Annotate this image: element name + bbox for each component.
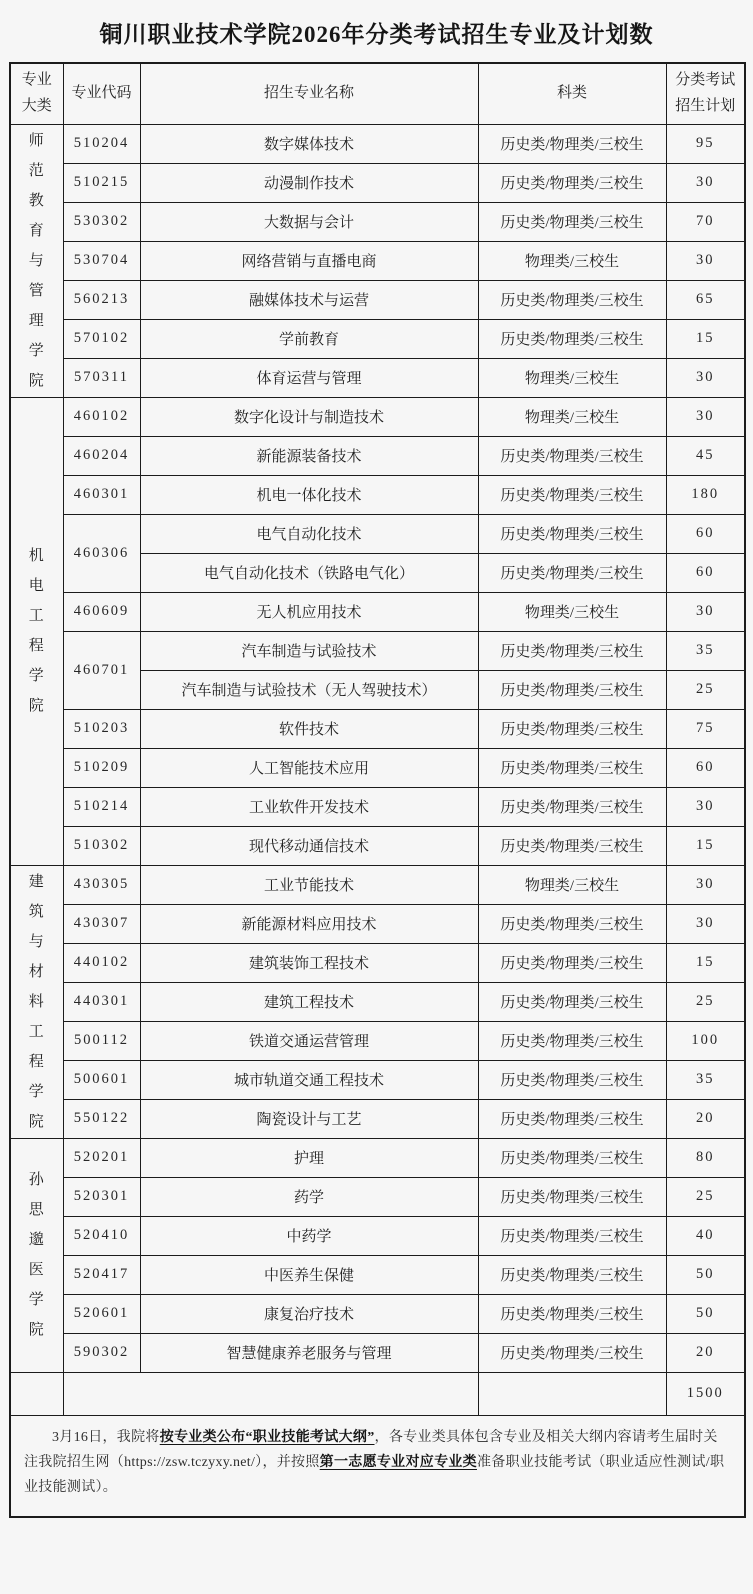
code-cell: 510302 (63, 826, 140, 865)
plan-cell: 70 (666, 202, 745, 241)
category-cell: 历史类/物理类/三校生 (478, 1021, 666, 1060)
category-cell: 历史类/物理类/三校生 (478, 709, 666, 748)
header-college: 专业大类 (10, 63, 63, 124)
code-cell: 460701 (63, 631, 140, 709)
college-cell: 师范教育与管理学院 (10, 124, 63, 397)
code-cell: 510215 (63, 163, 140, 202)
code-cell: 460306 (63, 514, 140, 592)
code-cell: 520201 (63, 1138, 140, 1177)
plan-cell: 30 (666, 358, 745, 397)
major-cell: 新能源装备技术 (140, 436, 478, 475)
table-row (10, 787, 745, 826)
table-row (10, 319, 745, 358)
table-row (10, 631, 745, 670)
footnote-emphasis: 第一志愿专业对应专业类 (319, 1454, 477, 1470)
code-cell: 440301 (63, 982, 140, 1021)
table-row (10, 592, 745, 631)
category-cell: 历史类/物理类/三校生 (478, 163, 666, 202)
table-row (10, 1216, 745, 1255)
code-cell: 520410 (63, 1216, 140, 1255)
category-cell: 历史类/物理类/三校生 (478, 787, 666, 826)
major-cell: 工业节能技术 (140, 865, 478, 904)
plan-cell: 25 (666, 982, 745, 1021)
plan-cell: 30 (666, 904, 745, 943)
category-cell: 历史类/物理类/三校生 (478, 982, 666, 1021)
table-row (10, 280, 745, 319)
code-cell: 460609 (63, 592, 140, 631)
category-cell: 历史类/物理类/三校生 (478, 943, 666, 982)
plan-cell: 15 (666, 943, 745, 982)
code-cell: 430307 (63, 904, 140, 943)
footnote-text (24, 1425, 731, 1501)
footnote-row (10, 1415, 745, 1517)
code-cell: 520417 (63, 1255, 140, 1294)
table-row (10, 826, 745, 865)
category-cell: 历史类/物理类/三校生 (478, 319, 666, 358)
code-cell: 590302 (63, 1333, 140, 1372)
plan-cell: 80 (666, 1138, 745, 1177)
major-cell: 无人机应用技术 (140, 592, 478, 631)
plan-cell: 30 (666, 241, 745, 280)
plan-cell: 60 (666, 748, 745, 787)
major-cell: 铁道交通运营管理 (140, 1021, 478, 1060)
plan-cell: 30 (666, 397, 745, 436)
major-cell: 学前教育 (140, 319, 478, 358)
plan-cell: 60 (666, 553, 745, 592)
category-cell: 物理类/三校生 (478, 358, 666, 397)
table-row (10, 748, 745, 787)
table-row (10, 865, 745, 904)
category-cell: 历史类/物理类/三校生 (478, 475, 666, 514)
major-cell: 城市轨道交通工程技术 (140, 1060, 478, 1099)
table-row (10, 943, 745, 982)
major-cell: 网络营销与直播电商 (140, 241, 478, 280)
category-cell: 物理类/三校生 (478, 592, 666, 631)
category-cell: 物理类/三校生 (478, 397, 666, 436)
table-row (10, 982, 745, 1021)
major-cell: 数字媒体技术 (140, 124, 478, 163)
plan-cell: 30 (666, 592, 745, 631)
code-cell: 460301 (63, 475, 140, 514)
major-cell: 汽车制造与试验技术 (140, 631, 478, 670)
major-cell: 动漫制作技术 (140, 163, 478, 202)
major-cell: 药学 (140, 1177, 478, 1216)
table-row (10, 1021, 745, 1060)
major-cell: 新能源材料应用技术 (140, 904, 478, 943)
major-cell: 融媒体技术与运营 (140, 280, 478, 319)
plan-cell: 50 (666, 1294, 745, 1333)
category-cell: 历史类/物理类/三校生 (478, 1294, 666, 1333)
category-cell: 物理类/三校生 (478, 241, 666, 280)
footnote-emphasis: 按专业类公布“职业技能考试大纲” (159, 1429, 375, 1445)
plan-cell: 65 (666, 280, 745, 319)
major-cell: 电气自动化技术 (140, 514, 478, 553)
code-cell: 520301 (63, 1177, 140, 1216)
plan-cell: 50 (666, 1255, 745, 1294)
major-cell: 人工智能技术应用 (140, 748, 478, 787)
category-cell: 历史类/物理类/三校生 (478, 826, 666, 865)
enrollment-plan-table (9, 62, 746, 1518)
header-category: 科类 (478, 63, 666, 124)
plan-cell: 25 (666, 670, 745, 709)
plan-cell: 35 (666, 631, 745, 670)
table-row (10, 1333, 745, 1372)
major-cell: 现代移动通信技术 (140, 826, 478, 865)
code-cell: 460102 (63, 397, 140, 436)
code-cell: 500112 (63, 1021, 140, 1060)
category-cell: 历史类/物理类/三校生 (478, 124, 666, 163)
major-cell: 中药学 (140, 1216, 478, 1255)
footnote-cell (10, 1415, 745, 1517)
major-cell: 机电一体化技术 (140, 475, 478, 514)
major-cell: 大数据与会计 (140, 202, 478, 241)
table-summary (10, 1372, 745, 1517)
major-cell: 陶瓷设计与工艺 (140, 1099, 478, 1138)
code-cell: 570102 (63, 319, 140, 358)
table-row (10, 514, 745, 553)
code-cell: 530302 (63, 202, 140, 241)
total-empty-category-cell (478, 1372, 666, 1415)
major-cell: 电气自动化技术（铁路电气化） (140, 553, 478, 592)
plan-cell: 20 (666, 1099, 745, 1138)
category-cell: 历史类/物理类/三校生 (478, 1216, 666, 1255)
major-cell: 智慧健康养老服务与管理 (140, 1333, 478, 1372)
category-cell: 历史类/物理类/三校生 (478, 904, 666, 943)
table-row (10, 124, 745, 163)
code-cell: 560213 (63, 280, 140, 319)
table-row (10, 202, 745, 241)
major-cell: 软件技术 (140, 709, 478, 748)
major-cell: 体育运营与管理 (140, 358, 478, 397)
code-cell: 430305 (63, 865, 140, 904)
major-cell: 康复治疗技术 (140, 1294, 478, 1333)
table-row (10, 163, 745, 202)
table-row (10, 1138, 745, 1177)
table-row (10, 397, 745, 436)
category-cell: 历史类/物理类/三校生 (478, 280, 666, 319)
major-cell: 护理 (140, 1138, 478, 1177)
college-cell: 孙思邈医学院 (10, 1138, 63, 1372)
header-major: 招生专业名称 (140, 63, 478, 124)
plan-cell: 45 (666, 436, 745, 475)
total-empty-college-cell (10, 1372, 63, 1415)
code-cell: 460204 (63, 436, 140, 475)
plan-cell: 180 (666, 475, 745, 514)
total-plan-cell: 1500 (666, 1372, 745, 1415)
category-cell: 历史类/物理类/三校生 (478, 553, 666, 592)
category-cell: 历史类/物理类/三校生 (478, 436, 666, 475)
category-cell: 历史类/物理类/三校生 (478, 202, 666, 241)
code-cell: 550122 (63, 1099, 140, 1138)
major-cell: 汽车制造与试验技术（无人驾驶技术） (140, 670, 478, 709)
code-cell: 500601 (63, 1060, 140, 1099)
table-row (10, 358, 745, 397)
plan-cell: 95 (666, 124, 745, 163)
code-cell: 510209 (63, 748, 140, 787)
plan-cell: 30 (666, 787, 745, 826)
category-cell: 历史类/物理类/三校生 (478, 1333, 666, 1372)
college-cell: 机电工程学院 (10, 397, 63, 865)
code-cell: 520601 (63, 1294, 140, 1333)
table-row (10, 475, 745, 514)
code-cell: 530704 (63, 241, 140, 280)
code-cell: 510204 (63, 124, 140, 163)
plan-cell: 60 (666, 514, 745, 553)
total-empty-major-cell (63, 1372, 478, 1415)
college-cell: 建筑与材料工程学院 (10, 865, 63, 1138)
footnote-segment: 3月16日，我院将 (52, 1429, 160, 1445)
code-cell: 440102 (63, 943, 140, 982)
category-cell: 历史类/物理类/三校生 (478, 748, 666, 787)
header-code: 专业代码 (63, 63, 140, 124)
table-row (10, 1060, 745, 1099)
major-cell: 工业软件开发技术 (140, 787, 478, 826)
table-row (10, 241, 745, 280)
table-row (10, 709, 745, 748)
plan-cell: 40 (666, 1216, 745, 1255)
footnote-segment: 准备职业技能考试（职业适应性测试/职业技能测试）。 (24, 1454, 725, 1495)
category-cell: 历史类/物理类/三校生 (478, 514, 666, 553)
total-row (10, 1372, 745, 1415)
plan-cell: 15 (666, 319, 745, 358)
table-row (10, 1294, 745, 1333)
table-row (10, 1255, 745, 1294)
major-cell: 数字化设计与制造技术 (140, 397, 478, 436)
footnote-segment: ，各专业类具体包含专业及相关大纲内容请考生届时关注我院招生网（https://zsw.tczyxy.net/），并按照 (24, 1429, 718, 1470)
header-plan: 分类考试招生计划 (666, 63, 745, 124)
table-row (10, 1099, 745, 1138)
plan-cell: 30 (666, 163, 745, 202)
table-body (10, 124, 745, 1372)
major-cell: 中医养生保健 (140, 1255, 478, 1294)
code-cell: 510214 (63, 787, 140, 826)
code-cell: 510203 (63, 709, 140, 748)
table-header-row (10, 63, 745, 124)
plan-cell: 25 (666, 1177, 745, 1216)
category-cell: 物理类/三校生 (478, 865, 666, 904)
code-cell: 570311 (63, 358, 140, 397)
table-row (10, 1177, 745, 1216)
major-cell: 建筑装饰工程技术 (140, 943, 478, 982)
plan-cell: 30 (666, 865, 745, 904)
category-cell: 历史类/物理类/三校生 (478, 1138, 666, 1177)
plan-cell: 15 (666, 826, 745, 865)
plan-cell: 20 (666, 1333, 745, 1372)
category-cell: 历史类/物理类/三校生 (478, 670, 666, 709)
plan-cell: 100 (666, 1021, 745, 1060)
plan-cell: 35 (666, 1060, 745, 1099)
category-cell: 历史类/物理类/三校生 (478, 1177, 666, 1216)
category-cell: 历史类/物理类/三校生 (478, 631, 666, 670)
category-cell: 历史类/物理类/三校生 (478, 1060, 666, 1099)
plan-cell: 75 (666, 709, 745, 748)
category-cell: 历史类/物理类/三校生 (478, 1099, 666, 1138)
table-row (10, 904, 745, 943)
category-cell: 历史类/物理类/三校生 (478, 1255, 666, 1294)
major-cell: 建筑工程技术 (140, 982, 478, 1021)
page-title: 铜川职业技术学院2026年分类考试招生专业及计划数 (99, 22, 654, 47)
table-row (10, 436, 745, 475)
